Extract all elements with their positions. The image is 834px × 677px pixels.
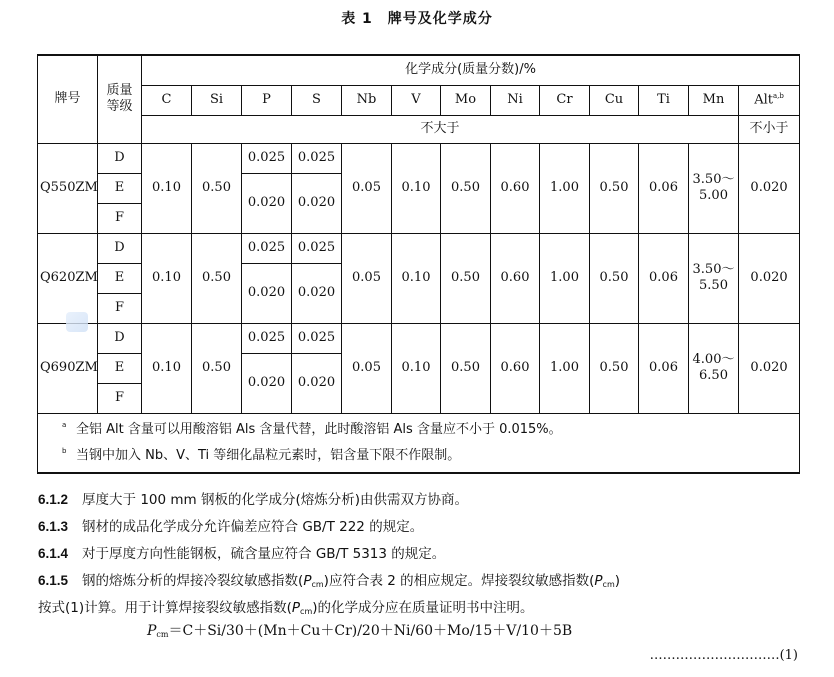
value-p: 0.020 [242, 173, 292, 233]
value-ni: 0.60 [491, 323, 540, 413]
brand-cell: Q690ZM [38, 323, 98, 413]
value-ni: 0.60 [491, 143, 540, 233]
value-v: 0.10 [392, 143, 441, 233]
grade-cell: D [98, 233, 142, 263]
table-title: 表 1 牌号及化学成分 [341, 11, 493, 27]
clause-6-1-4: 6.1.4 对于厚度方向性能钢板，硫含量应符合 GB/T 5313 的规定。 [38, 546, 446, 562]
brand-header: 牌号 [38, 55, 98, 143]
element-header: Cr [540, 85, 590, 115]
limit-max-label: 不大于 [142, 115, 739, 143]
value-p: 0.025 [242, 143, 292, 173]
element-header: P [242, 85, 292, 115]
clause-6-1-3: 6.1.3 钢材的成品化学成分允许偏差应符合 GB/T 222 的规定。 [38, 519, 424, 535]
grade-header: 质量 等级 [98, 55, 142, 143]
value-si: 0.50 [192, 143, 242, 233]
value-ti: 0.06 [639, 323, 689, 413]
value-mn: 3.50～ 5.00 [689, 143, 739, 233]
value-s: 0.020 [292, 173, 342, 233]
pcm-formula: $P_{cm}=C+Si/30+(Mn+Cu+Cr)/20+Ni/60+Mo/15+V/10+5B$ [147, 623, 573, 639]
value-si: 0.50 [192, 233, 242, 323]
element-header: Si [192, 85, 242, 115]
value-ti: 0.06 [639, 233, 689, 323]
value-nb: 0.05 [342, 143, 392, 233]
value-cr: 1.00 [540, 323, 590, 413]
element-header: Mo [441, 85, 491, 115]
table-notes [38, 413, 800, 473]
value-cu: 0.50 [590, 143, 639, 233]
value-s: 0.020 [292, 353, 342, 413]
value-c: 0.10 [142, 233, 192, 323]
value-s: 0.025 [292, 143, 342, 173]
value-v: 0.10 [392, 323, 441, 413]
value-mo: 0.50 [441, 323, 491, 413]
clause-6-1-5: 6.1.5 钢的熔炼分析的焊接冷裂纹敏感指数$(P_{cm})$应符合表 2 的相应规定。焊接裂纹敏感指数$(P_{cm})$ [38, 573, 621, 589]
value-mo: 0.50 [441, 233, 491, 323]
grade-cell: F [98, 383, 142, 413]
value-alt: 0.020 [739, 233, 800, 323]
value-mn: 3.50～ 5.50 [689, 233, 739, 323]
table-row [38, 233, 800, 263]
value-nb: 0.05 [342, 323, 392, 413]
element-header: Ti [639, 85, 689, 115]
value-p: 0.025 [242, 323, 292, 353]
brand-cell: Q620ZM [38, 233, 98, 323]
grade-cell: F [98, 293, 142, 323]
element-header: Ni [491, 85, 540, 115]
value-s: 0.025 [292, 233, 342, 263]
value-c: 0.10 [142, 143, 192, 233]
value-s: 0.025 [292, 323, 342, 353]
grade-cell: D [98, 323, 142, 353]
limit-min-label: 不小于 [739, 115, 800, 143]
grade-cell: F [98, 203, 142, 233]
value-cu: 0.50 [590, 233, 639, 323]
value-cr: 1.00 [540, 233, 590, 323]
value-c: 0.10 [142, 323, 192, 413]
value-alt: 0.020 [739, 143, 800, 233]
alt-header: Alt$^{a,b}$ [739, 85, 800, 115]
grade-cell: D [98, 143, 142, 173]
value-ni: 0.60 [491, 233, 540, 323]
element-header: C [142, 85, 192, 115]
table-row [38, 323, 800, 353]
element-header: S [292, 85, 342, 115]
value-nb: 0.05 [342, 233, 392, 323]
value-s: 0.020 [292, 263, 342, 323]
grade-cell: E [98, 263, 142, 293]
value-si: 0.50 [192, 323, 242, 413]
value-v: 0.10 [392, 233, 441, 323]
table-row [38, 143, 800, 173]
footnote-a: a 全铝 Alt 含量可以用酸溶铝 Als 含量代替，此时酸溶铝 Als 含量应不小于 0.015%。 [62, 420, 562, 437]
value-p: 0.020 [242, 263, 292, 323]
clause-6-1-5-continued: 按式(1)计算。用于计算焊接裂纹敏感指数$(P_{cm})$的化学成分应在质量证明书中注明。 [38, 600, 534, 616]
equation-number: …………………………(1) [649, 648, 798, 663]
watermark-logo [66, 312, 88, 332]
value-ti: 0.06 [639, 143, 689, 233]
value-mo: 0.50 [441, 143, 491, 233]
brand-cell: Q550ZM [38, 143, 98, 233]
composition-table [37, 54, 800, 474]
value-alt: 0.020 [739, 323, 800, 413]
element-header: V [392, 85, 441, 115]
value-cr: 1.00 [540, 143, 590, 233]
clause-6-1-2: 6.1.2 厚度大于 100 mm 钢板的化学成分(熔炼分析)由供需双方协商。 [38, 492, 469, 508]
value-mn: 4.00～ 6.50 [689, 323, 739, 413]
element-header-row [38, 85, 800, 115]
value-p: 0.025 [242, 233, 292, 263]
grade-cell: E [98, 173, 142, 203]
footnote-b: b 当钢中加入 Nb、V、Ti 等细化晶粒元素时，铝含量下限不作限制。 [62, 446, 461, 463]
value-p: 0.020 [242, 353, 292, 413]
grade-cell: E [98, 353, 142, 383]
element-header: Cu [590, 85, 639, 115]
element-header: Mn [689, 85, 739, 115]
value-cu: 0.50 [590, 323, 639, 413]
composition-header: 化学成分(质量分数)/% [142, 55, 800, 85]
element-header: Nb [342, 85, 392, 115]
